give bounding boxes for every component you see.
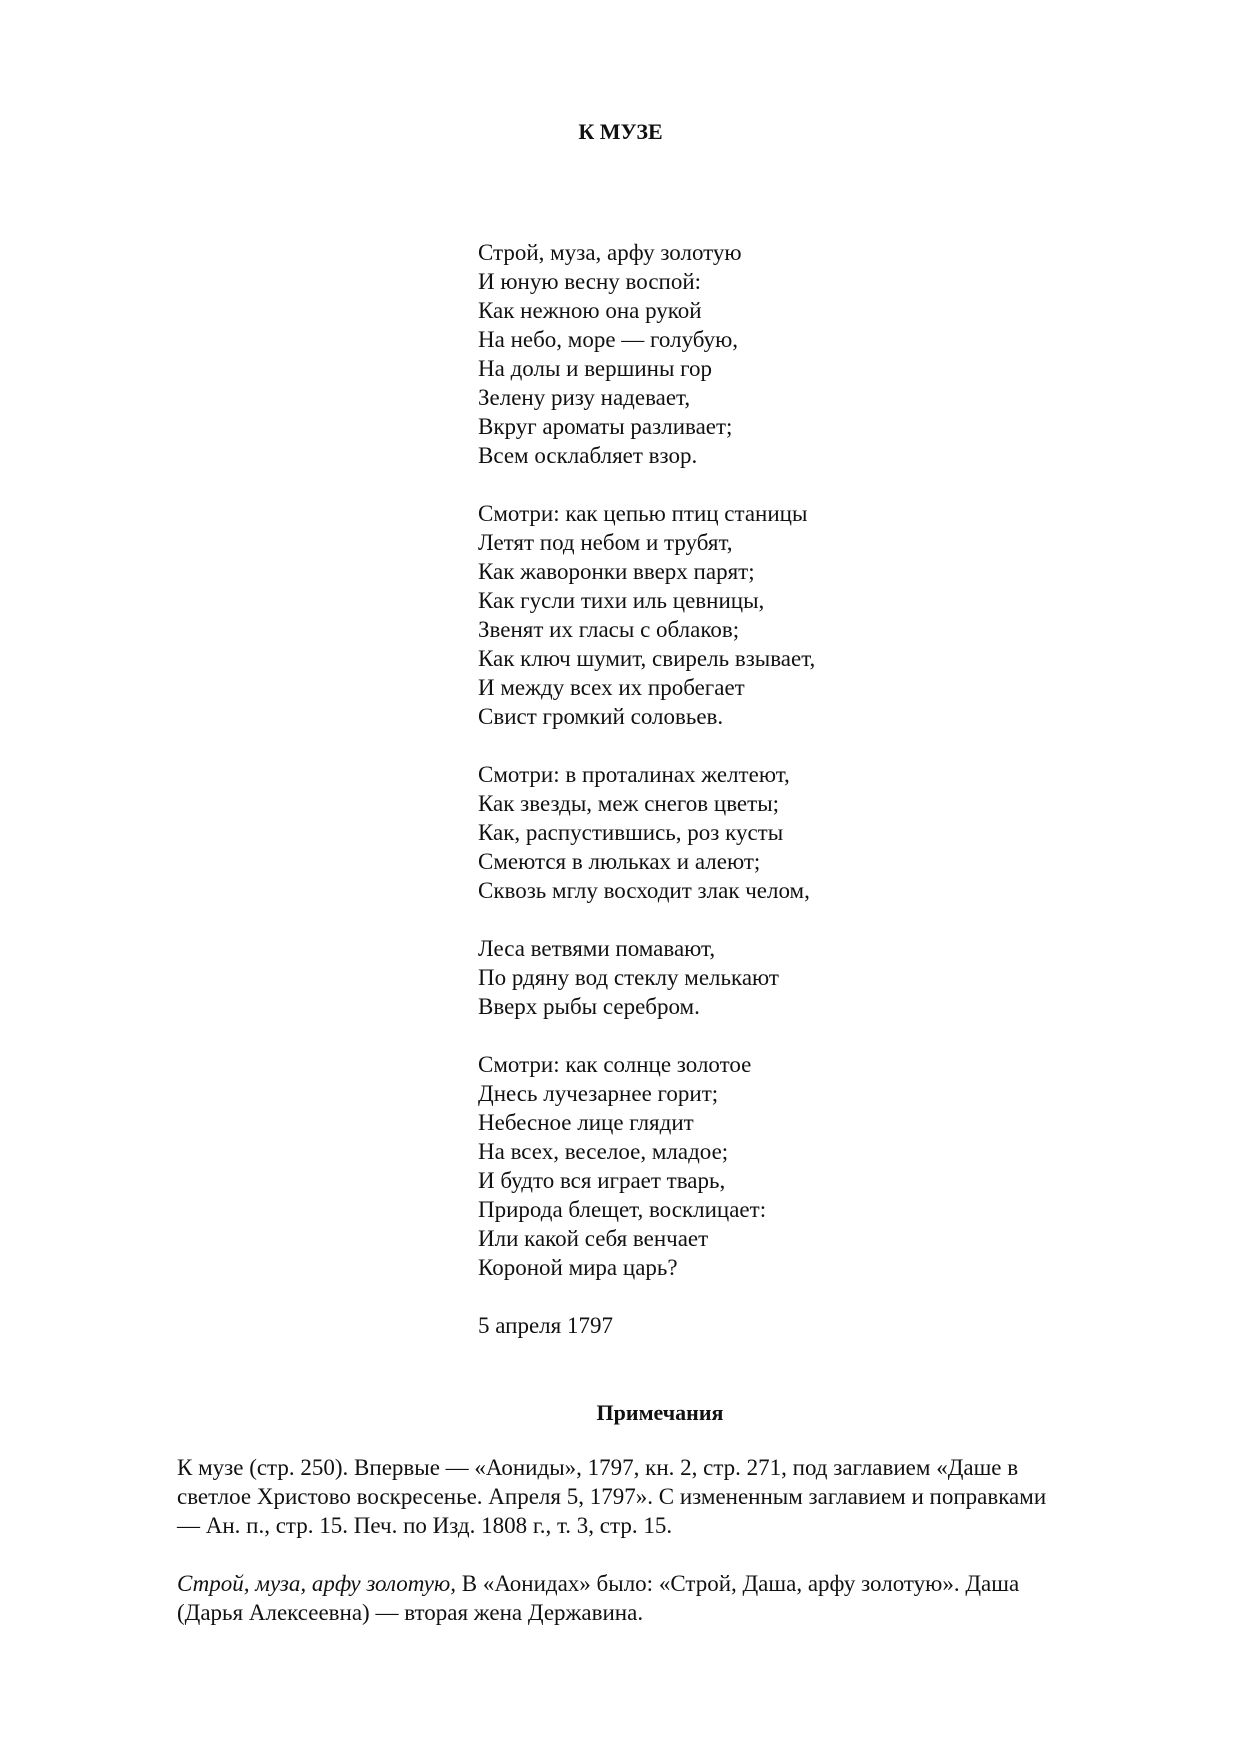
poem-line: Вверх рыбы серебром. bbox=[478, 994, 700, 1019]
poem-line: По рдяну вод стеклу мелькают bbox=[478, 965, 779, 990]
poem-line: Как ключ шумит, свирель взывает, bbox=[478, 646, 816, 671]
stanza-5 bbox=[478, 1050, 978, 1282]
poem-line: Сквозь мглу восходит злак челом, bbox=[478, 878, 810, 903]
note-line: — Ан. п., стр. 15. Печ. по Изд. 1808 г., т. 3, стр. 15. bbox=[177, 1513, 673, 1538]
poem-line: Небесное лице глядит bbox=[478, 1110, 694, 1135]
poem-line: Леса ветвями помавают, bbox=[478, 936, 716, 961]
note-line bbox=[177, 1569, 1137, 1598]
poem-line: И юную весну воспой: bbox=[478, 269, 702, 294]
notes-heading: Примечания bbox=[596, 1400, 724, 1425]
poem-line: На долы и вершины гор bbox=[478, 356, 713, 381]
note-line: светлое Христово воскресенье. Апреля 5, 1797». С измененным заглавием и поправками bbox=[177, 1484, 1047, 1509]
note-text: В «Аонидах» было: «Строй, Даша, арфу золотую». Даша bbox=[455, 1571, 1020, 1596]
poem-line: И будто вся играет тварь, bbox=[478, 1168, 726, 1193]
poem-line: Или какой себя венчает bbox=[478, 1226, 709, 1251]
poem-line: Смотри: как цепью птиц станицы bbox=[478, 501, 808, 526]
poem-line: Днесь лучезарнее горит; bbox=[478, 1081, 719, 1106]
poem-line: Как звезды, меж снегов цветы; bbox=[478, 791, 780, 816]
poem-line: Строй, муза, арфу золотую bbox=[478, 240, 742, 265]
poem-line: Зелену ризу надевает, bbox=[478, 385, 691, 410]
poem-line: Природа блещет, восклицает: bbox=[478, 1197, 767, 1222]
poem-line: И между всех их пробегает bbox=[478, 675, 745, 700]
stanza-4 bbox=[478, 934, 978, 1021]
note-paragraph-2 bbox=[177, 1569, 1137, 1627]
poem-line: Летят под небом и трубят, bbox=[478, 530, 733, 555]
note-line: К музе (стр. 250). Впервые — «Аониды», 1797, кн. 2, стр. 271, под заглавием «Даше в bbox=[177, 1455, 1019, 1480]
poem-line: Смеются в люльках и алеют; bbox=[478, 849, 761, 874]
note-line: (Дарья Алексеевна) — вторая жена Державина. bbox=[177, 1600, 644, 1625]
stanza-3 bbox=[478, 760, 978, 905]
poem-line: Смотри: в проталинах желтеют, bbox=[478, 762, 790, 787]
poem-line: Как гусли тихи иль цевницы, bbox=[478, 588, 765, 613]
poem-line: На всех, веселое, младое; bbox=[478, 1139, 729, 1164]
poem-line: Как, распустившись, роз кусты bbox=[478, 820, 784, 845]
poem-title: К МУЗЕ bbox=[578, 119, 663, 144]
poem-line: Как жаворонки вверх парят; bbox=[478, 559, 755, 584]
poem-line: Звенят их гласы с облаков; bbox=[478, 617, 740, 642]
poem-line: Как нежною она рукой bbox=[478, 298, 702, 323]
poem-date: 5 апреля 1797 bbox=[478, 1313, 613, 1338]
notes-body bbox=[177, 1453, 1137, 1656]
poem-line: Смотри: как солнце золотое bbox=[478, 1052, 752, 1077]
note-quote-italic: Строй, муза, арфу золотую, bbox=[177, 1571, 456, 1596]
poem-line: На небо, море — голубую, bbox=[478, 327, 739, 352]
stanza-2 bbox=[478, 499, 978, 731]
poem-line: Вкруг ароматы разливает; bbox=[478, 414, 733, 439]
poem-line: Всем осклабляет взор. bbox=[478, 443, 698, 468]
poem-line: Короной мира царь? bbox=[478, 1255, 678, 1280]
poem-body bbox=[478, 238, 978, 1340]
note-paragraph-1 bbox=[177, 1453, 1137, 1540]
poem-line: Свист громкий соловьев. bbox=[478, 704, 724, 729]
stanza-1 bbox=[478, 238, 978, 470]
